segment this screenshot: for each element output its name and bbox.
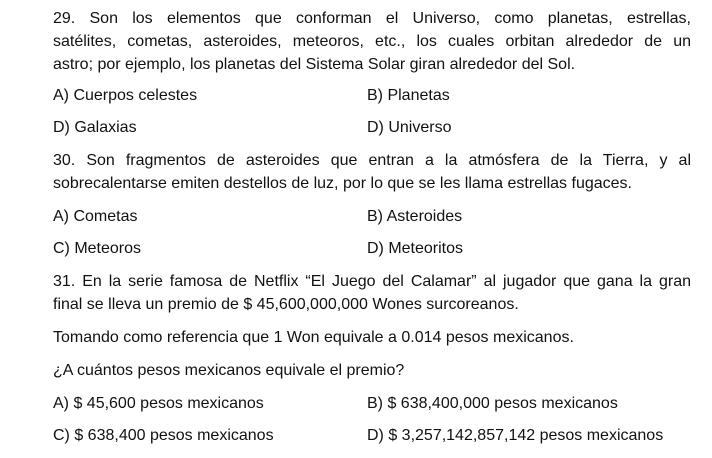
q31-option-b: B) $ 638,400,000 pesos mexicanos: [367, 395, 618, 412]
q31-reference: Tomando como referencia que 1 Won equivale a 0.014 pesos mexicanos.: [53, 329, 574, 346]
q29-text-line-3: astro; por ejemplo, los planetas del Sistema Solar giran alrededor del Sol.: [53, 56, 576, 73]
q31-text-line-2: final se lleva un premio de $ 45,600,000,000 Wones surcoreanos.: [53, 296, 519, 313]
q29-text-line-2: satélites, cometas, asteroides, meteoros, etc., los cuales orbitan alrededor de un: [53, 33, 691, 50]
q29-option-d-first: D) Galaxias: [53, 119, 137, 136]
q29-option-d-second: D) Universo: [367, 119, 452, 136]
q29-option-b: B) Planetas: [367, 87, 450, 104]
q30-text-line-2: sobrecalentarse emiten destellos de luz, por lo que se les llama estrellas fugaces.: [53, 175, 632, 192]
q31-text-line-1: 31. En la serie famosa de Netflix “El Juego del Calamar” al jugador que gana la gran: [53, 273, 691, 290]
q29-text-line-1: 29. Son los elementos que conforman el Universo, como planetas, estrellas,: [53, 10, 691, 27]
q31-option-c: C) $ 638,400 pesos mexicanos: [53, 427, 274, 444]
q31-option-d: D) $ 3,257,142,857,142 pesos mexicanos: [367, 427, 664, 444]
q29-option-a: A) Cuerpos celestes: [53, 87, 198, 104]
q30-option-a: A) Cometas: [53, 208, 138, 225]
q31-option-a: A) $ 45,600 pesos mexicanos: [53, 395, 264, 412]
q30-text-line-1: 30. Son fragmentos de asteroides que entran a la atmósfera de la Tierra, y al: [53, 152, 691, 169]
q30-option-d: D) Meteoritos: [367, 240, 464, 257]
q31-question: ¿A cuántos pesos mexicanos equivale el premio?: [53, 362, 405, 379]
q30-option-b: B) Asteroides: [367, 208, 463, 225]
q30-option-c: C) Meteoros: [53, 240, 142, 257]
